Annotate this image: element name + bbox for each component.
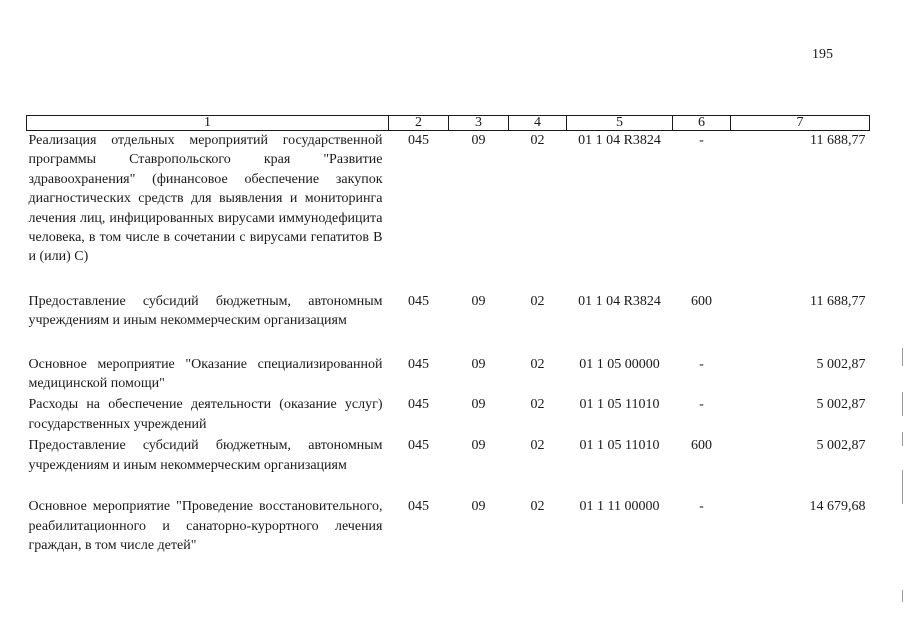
row-subsection: 02 (530, 293, 545, 309)
table-row (27, 395, 870, 434)
row-target: 01 1 11 00000 (579, 499, 660, 515)
row-section: 09 (471, 356, 486, 372)
row-section: 09 (471, 499, 486, 515)
row-target: 01 1 05 00000 (579, 356, 660, 372)
row-expense-type: 600 (691, 438, 712, 454)
header-col-4: 4 (509, 116, 567, 131)
row-ministry: 045 (408, 397, 429, 413)
table-row (27, 436, 870, 475)
row-expense-type: - (699, 499, 704, 515)
row-section: 09 (471, 133, 486, 148)
row-name: Расходы на обеспечение деятельности (оказание услуг) государственных учреждений (28, 397, 383, 432)
row-ministry: 045 (408, 133, 429, 148)
row-spacer (27, 475, 870, 497)
row-section: 09 (471, 293, 486, 309)
row-ministry: 045 (408, 499, 429, 515)
row-ministry: 045 (408, 356, 429, 372)
row-section: 09 (471, 397, 486, 413)
scan-edge-mark (902, 348, 903, 366)
table-row (27, 131, 870, 267)
row-section: 09 (471, 438, 486, 454)
row-target: 01 1 04 R3824 (578, 293, 661, 309)
row-expense-type: 600 (691, 293, 712, 309)
table-row (27, 497, 870, 555)
table-row (27, 355, 870, 394)
row-amount: 5 002,87 (816, 397, 866, 413)
row-amount: 11 688,77 (810, 133, 866, 148)
row-subsection: 02 (530, 356, 545, 372)
row-subsection: 02 (530, 499, 545, 515)
header-col-1: 1 (27, 116, 389, 131)
row-amount: 14 679,68 (809, 499, 866, 515)
row-expense-type: - (699, 356, 704, 372)
row-amount: 5 002,87 (816, 356, 866, 372)
row-subsection: 02 (530, 133, 545, 148)
row-subsection: 02 (530, 397, 545, 413)
budget-table (26, 115, 870, 555)
row-target: 01 1 05 11010 (579, 397, 660, 413)
row-ministry: 045 (408, 293, 429, 309)
row-target: 01 1 05 11010 (579, 438, 660, 454)
row-spacer (27, 331, 870, 355)
scan-edge-mark (902, 392, 903, 416)
row-subsection: 02 (530, 438, 545, 454)
header-col-2: 2 (389, 116, 449, 131)
scan-edge-mark (902, 432, 903, 446)
row-name: Предоставление субсидий бюджетным, автономным учреждениям и иным некоммерческим организациям (28, 438, 383, 473)
row-spacer (27, 267, 870, 292)
row-ministry: 045 (408, 438, 429, 454)
header-col-7: 7 (731, 116, 870, 131)
row-expense-type: - (699, 133, 704, 148)
row-name: Основное мероприятие "Оказание специализированной медицинской помощи" (28, 356, 383, 392)
table-row (27, 292, 870, 331)
scan-edge-mark (902, 470, 903, 504)
page-number: 195 (812, 47, 833, 62)
row-name: Реализация отдельных мероприятий государственной программы Ставропольского края "Развитие здравоохранения" (финансовое обеспечение закупок диагностических средств для выявления и мониторинга лечения лиц, инфицированных вирусами иммунодефицита человека, в том числе в сочетании с вирусами гепатитов В и (или) С) (28, 133, 383, 265)
header-row (27, 116, 870, 131)
row-amount: 5 002,87 (816, 438, 866, 454)
row-target: 01 1 04 R3824 (578, 133, 661, 148)
row-amount: 11 688,77 (810, 293, 866, 309)
header-col-3: 3 (449, 116, 509, 131)
header-col-6: 6 (673, 116, 731, 131)
row-name: Предоставление субсидий бюджетным, автономным учреждениям и иным некоммерческим организациям (28, 293, 383, 329)
scan-edge-mark (902, 590, 903, 602)
header-col-5: 5 (567, 116, 673, 131)
row-name: Основное мероприятие "Проведение восстановительного, реабилитационного и санаторно-курортного лечения граждан, в том числе детей" (28, 499, 383, 553)
row-expense-type: - (699, 397, 704, 413)
